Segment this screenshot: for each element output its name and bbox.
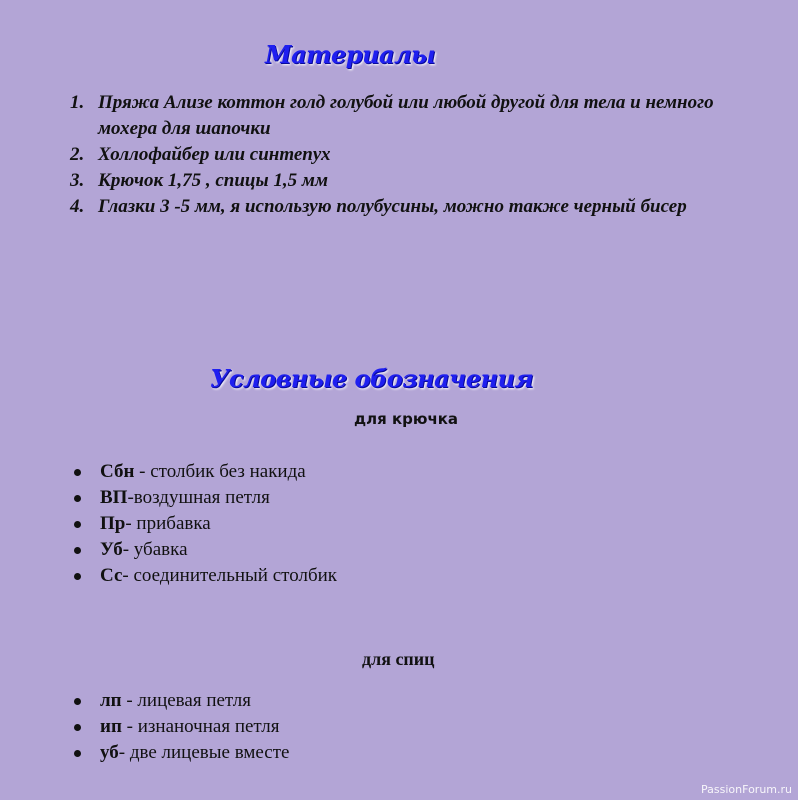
list-item	[70, 688, 289, 714]
abbreviation-description: - столбик без накида	[134, 461, 306, 482]
abbreviation-description: - изнаночная петля	[121, 716, 280, 737]
hook-abbreviations-list	[70, 459, 337, 589]
watermark: PassionForum.ru	[701, 783, 792, 796]
list-item	[70, 511, 337, 537]
item-number: 3.	[70, 170, 85, 191]
list-item	[70, 459, 337, 485]
needles-subtitle: для спиц	[362, 649, 435, 669]
abbreviation-term: Пр	[100, 513, 126, 534]
needles-abbreviations-list	[70, 688, 289, 766]
abbreviation-term: Уб	[100, 539, 123, 560]
bullet-icon	[74, 573, 81, 580]
bullet-icon	[74, 469, 81, 476]
abbreviation-description: - убавка	[122, 539, 188, 560]
abbreviation-description: -воздушная петля	[127, 487, 270, 508]
bullet-icon	[74, 750, 81, 757]
list-item	[70, 90, 770, 142]
list-item	[70, 485, 337, 511]
abbreviation-term: ВП	[100, 487, 128, 508]
list-item	[70, 714, 289, 740]
abbreviation-term: лп	[100, 690, 122, 711]
legend-heading: Условные обозначения	[210, 364, 534, 393]
abbreviation-description: - лицевая петля	[121, 690, 251, 711]
bullet-icon	[74, 547, 81, 554]
item-number: 4.	[70, 196, 85, 217]
abbreviation-term: Сбн	[100, 461, 135, 482]
bullet-icon	[74, 495, 81, 502]
item-text: Крючок 1,75 , спицы 1,5 мм	[98, 170, 328, 191]
item-text: Глазки 3 -5 мм, я использую полубусины, можно также черный бисер	[98, 196, 687, 217]
item-number: 1.	[70, 92, 85, 113]
item-text: Холлофайбер или синтепух	[98, 144, 331, 165]
abbreviation-description: - прибавка	[125, 513, 211, 534]
bullet-icon	[74, 724, 81, 731]
list-item	[70, 194, 770, 220]
abbreviation-description: - соединительный столбик	[122, 565, 338, 586]
materials-list	[70, 90, 770, 220]
list-item	[70, 142, 770, 168]
materials-heading: Материалы	[265, 40, 436, 69]
item-text: Пряжа Ализе коттон голд голубой или любой другой для тела и немного мохера для шапочки	[98, 92, 714, 139]
abbreviation-term: ип	[100, 716, 122, 737]
hook-subtitle: для крючка	[354, 410, 459, 428]
bullet-icon	[74, 698, 81, 705]
list-item	[70, 740, 289, 766]
list-item	[70, 537, 337, 563]
abbreviation-term: уб	[100, 742, 119, 763]
item-number: 2.	[70, 144, 85, 165]
abbreviation-term: Сс	[100, 565, 123, 586]
abbreviation-description: - две лицевые вместе	[118, 742, 290, 763]
list-item	[70, 168, 770, 194]
bullet-icon	[74, 521, 81, 528]
list-item	[70, 563, 337, 589]
